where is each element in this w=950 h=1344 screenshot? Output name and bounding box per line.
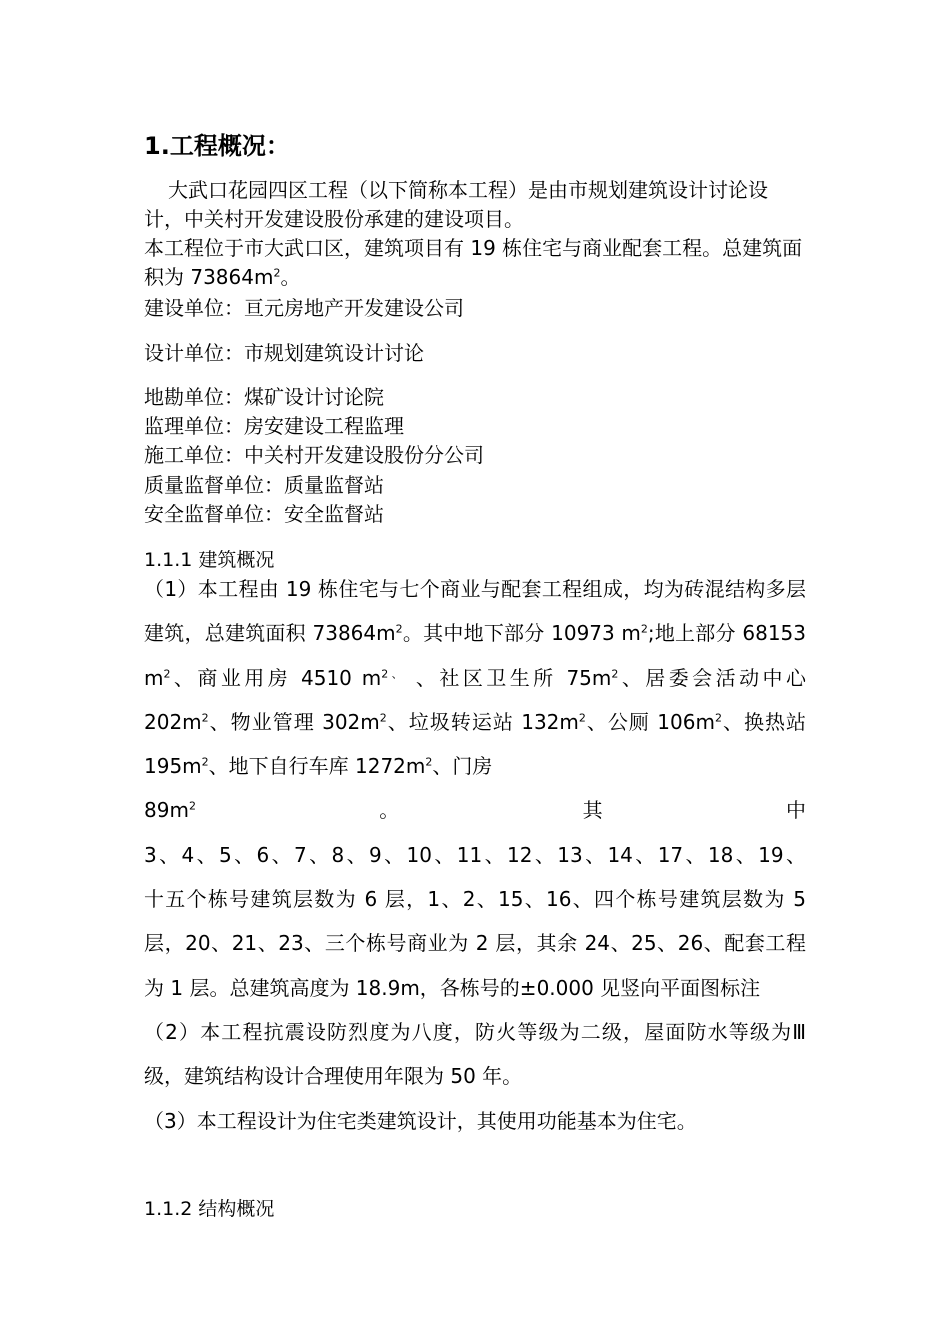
item-1-spread-line: $89m^2$ 。 其 中: [144, 798, 806, 823]
design-unit: 设计单位：市规划建筑设计讨论: [144, 341, 424, 365]
intro-paragraph-1: 大武口花园四区工程（以下简称本工程）是由市规划建筑设计讨论设计，中关村开发建设股份承建的建设项目。: [144, 178, 768, 231]
item-1-floors: 十五个栋号建筑层数为 6 层，1、2、15、16、四个栋号建筑层数为 5 层，20、21、23、三个栋号商业为 2 层，其余 24、25、26、配套工程为 1 层。总建筑高度为 18.9m，各栋号的±0.000 见竖向平面图标注: [144, 887, 806, 1000]
subsection-title-structure: 1.1.2 结构概况: [144, 1198, 275, 1220]
safety-supervision-unit: 安全监督单位：安全监督站: [144, 502, 384, 526]
section-heading: 1.工程概况：: [144, 132, 290, 160]
intro-paragraph-2: 本工程位于市大武口区，建筑项目有 19 栋住宅与商业配套工程。总建筑面积为 $73864m^2$。: [144, 236, 803, 289]
supervision-unit: 监理单位：房安建设工程监理: [144, 414, 404, 438]
building-overview-item-1: [144, 567, 806, 1143]
subsection-title-building: 1.1.1 建筑概况: [144, 549, 275, 571]
building-overview-item-3: （3）本工程设计为住宅类建筑设计，其使用功能基本为住宅。: [144, 1108, 697, 1133]
project-intro: [144, 176, 806, 292]
item-1-paragraph: （1）本工程由 19 栋住宅与七个商业与配套工程组成，均为砖混结构多层建筑，总建筑面积 $73864m^2$。其中地下部分 10973 $m^2$;地上部分 68153 $m^2$、商业用房 4510 $m^{2、}$ 、社区卫生所 $75m^2$、居委会活动中心 $202m^2$、物业管理 $302m^2$、垃圾转运站 $132m^2$、公厕 $106m^2$、换热站 $195m^2$、地下自行车库 $1272m^2$、门房: [144, 577, 807, 779]
building-overview-item-2: （2）本工程抗震设防烈度为八度，防火等级为二级，屋面防水等级为Ⅲ级，建筑结构设计合理使用年限为 50 年。: [144, 1019, 806, 1089]
construction-unit: 建设单位：亘元房地产开发建设公司: [144, 296, 464, 320]
contractor-unit: 施工单位：中关村开发建设股份分公司: [144, 443, 484, 467]
survey-unit: 地勘单位：煤矿设计讨论院: [144, 385, 384, 409]
quality-supervision-unit: 质量监督单位：质量监督站: [144, 473, 384, 497]
item-1-building-numbers: 3、4、5、6、7、8、9、10、11、12、13、14、17、18、19、: [144, 842, 806, 867]
